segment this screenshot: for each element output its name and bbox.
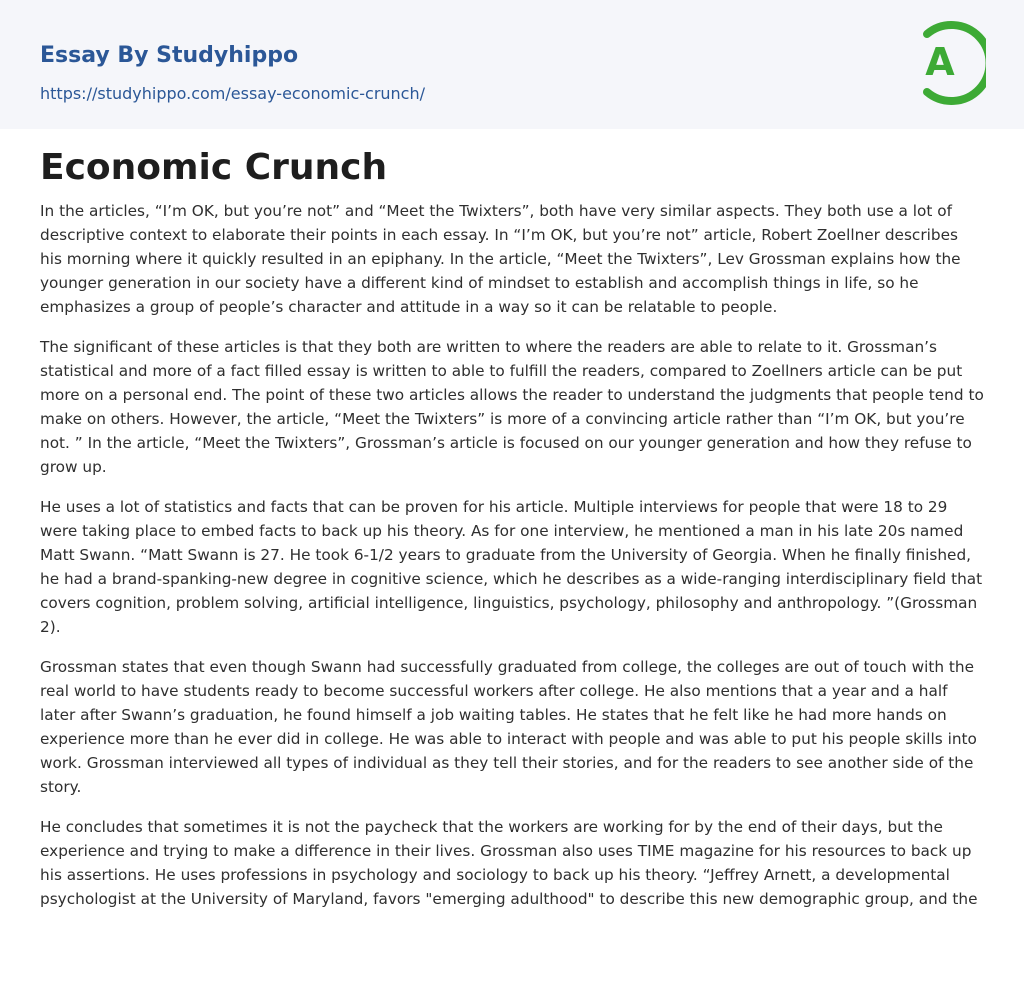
article-body	[40, 146, 984, 927]
logo-letter: A	[925, 40, 955, 84]
essay-paragraph: He concludes that sometimes it is not the paycheck that the workers are working for by the end of their days, but the experience and trying to make a difference in their lives. Grossman also uses TIME magazine for his resources to back up his assertions. He uses professions in psychology and sociology to back up his theory. “Jeffrey Arnett, a developmental psychologist at the University of Maryland, favors "emerging adulthood" to describe this new demographic group, and the	[40, 818, 978, 908]
essay-url-link[interactable]: https://studyhippo.com/essay-economic-crunch/	[40, 84, 426, 103]
essay-paragraph: The significant of these articles is that they both are written to where the readers are able to relate to it. Grossman’s statistical and more of a fact filled essay is written to able to fulfill the readers, compared to Zoellners article can be put more on a personal end. The point of these two articles allows the reader to understand the judgments that people tend to make on others. However, the article, “Meet the Twixters” is more of a convincing article rather than “I’m OK, but you’re not. ” In the article, “Meet the Twixters”, Grossman’s article is focused on our younger generation and how they refuse to grow up.	[40, 338, 984, 476]
site-header	[0, 0, 1024, 129]
page-title: Economic Crunch	[40, 147, 388, 188]
essay-paragraph: In the articles, “I’m OK, but you’re not” and “Meet the Twixters”, both have very similar aspects. They both use a lot of descriptive context to elaborate their points in each essay. In “I’m OK, but you’re not” article, Robert Zoellner describes his morning where it quickly resulted in an epiphany. In the article, “Meet the Twixters”, Lev Grossman explains how the younger generation in our society have a different kind of mindset to establish and accomplish things in life, so he emphasizes a group of people’s character and attitude in a way so it can be relatable to people.	[40, 202, 961, 316]
essay-paragraph: Grossman states that even though Swann had successfully graduated from college, the colleges are out of touch with the real world to have students ready to become successful workers after college. He also mentions that a year and a half later after Swann’s graduation, he found himself a job waiting tables. He states that he felt like he had more hands on experience more than he ever did in college. He was able to interact with people and was able to put his people skills into work. Grossman interviewed all types of individual as they tell their stories, and for the readers to see another side of the story.	[40, 658, 977, 796]
studyhippo-logo-icon[interactable]	[912, 20, 986, 106]
essay-paragraph: He uses a lot of statistics and facts that can be proven for his article. Multiple interviews for people that were 18 to 29 were taking place to embed facts to back up his theory. As for one interview, he mentioned a man in his late 20s named Matt Swann. “Matt Swann is 27. He took 6-1/2 years to graduate from the University of Georgia. When he finally finished, he had a brand-spanking-new degree in cognitive science, which he describes as a wide-ranging interdisciplinary field that covers cognition, problem solving, artificial intelligence, linguistics, psychology, philosophy and anthropology. ”(Grossman 2).	[40, 498, 983, 636]
site-title[interactable]: Essay By Studyhippo	[40, 43, 299, 68]
